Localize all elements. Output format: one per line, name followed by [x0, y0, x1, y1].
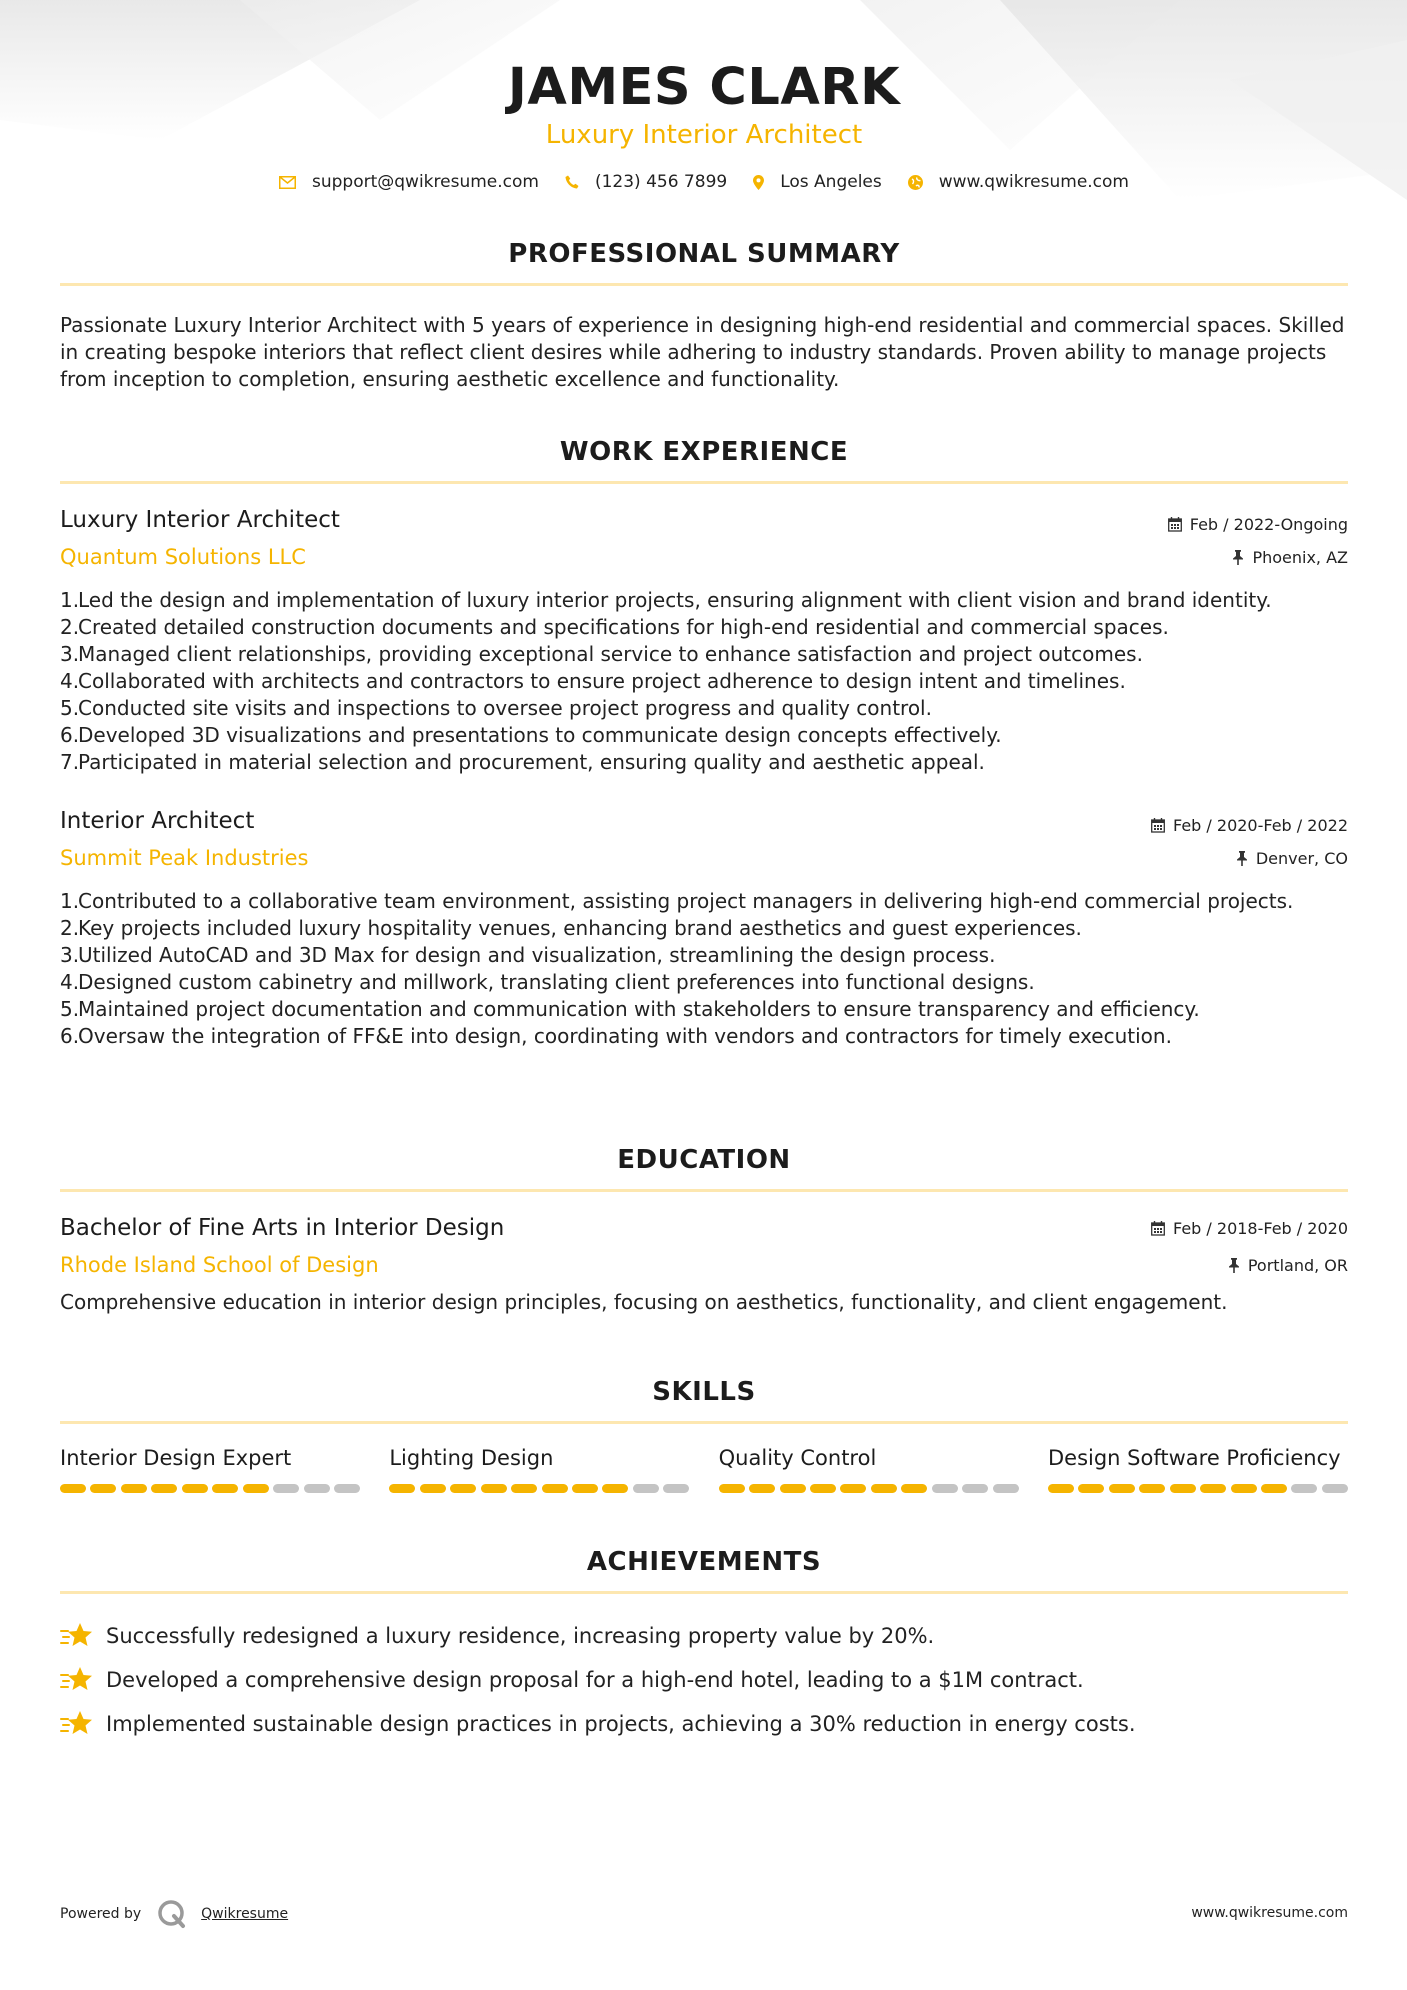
- education-location: [1228, 1256, 1348, 1275]
- skill-segment-filled: [810, 1484, 836, 1493]
- skill-segment-filled: [1139, 1484, 1165, 1493]
- skill-segment-filled: [60, 1484, 86, 1493]
- skill-level-bar: [60, 1484, 360, 1493]
- job-bullets: [60, 587, 1348, 776]
- contact-phone[interactable]: [565, 172, 727, 192]
- list-item: 2. Created detailed construction documents and specifications for high-end residential and commercial spaces.: [60, 615, 1169, 639]
- globe-icon: [908, 175, 923, 190]
- footer-powered-by: [60, 1899, 288, 1929]
- pushpin-icon: [1228, 1258, 1240, 1273]
- job-dates: [1151, 816, 1348, 835]
- skill-segment-filled: [243, 1484, 269, 1493]
- skill-segment-filled: [719, 1484, 745, 1493]
- skill-segment-filled: [840, 1484, 866, 1493]
- skill-segment-filled: [420, 1484, 446, 1493]
- education-description: Comprehensive education in interior design principles, focusing on aesthetics, functionality, and client engagement.: [60, 1290, 1228, 1314]
- achievement-text: Developed a comprehensive design proposal for a high-end hotel, leading to a $1M contract.: [106, 1668, 1084, 1692]
- list-item: 4. Collaborated with architects and contractors to ensure project adherence to design intent and timelines.: [60, 669, 1126, 693]
- school-name: Rhode Island School of Design: [60, 1253, 379, 1277]
- calendar-icon: [1151, 818, 1165, 833]
- list-item: 3. Managed client relationships, providing exceptional service to enhance satisfaction and project outcomes.: [60, 642, 1143, 666]
- skill-segment-empty: [932, 1484, 958, 1493]
- skill-segment-empty: [633, 1484, 659, 1493]
- candidate-title: Luxury Interior Architect: [545, 120, 863, 150]
- star-icon: [60, 1665, 94, 1695]
- education-heading: EDUCATION: [617, 1145, 791, 1175]
- skill-name: Interior Design Expert: [60, 1446, 292, 1470]
- achievement-item: [60, 1614, 1348, 1658]
- skill-segment-empty: [663, 1484, 689, 1493]
- skill-segment-filled: [450, 1484, 476, 1493]
- contact-bar: [60, 172, 1348, 192]
- pushpin-icon: [1232, 550, 1244, 565]
- skill-segment-empty: [993, 1484, 1019, 1493]
- job-location: [1236, 849, 1348, 868]
- achievement-item: [60, 1658, 1348, 1702]
- envelope-icon: [279, 176, 296, 189]
- list-item: 6. Developed 3D visualizations and presentations to communicate design concepts effectively.: [60, 723, 1002, 747]
- list-item: 1. Contributed to a collaborative team environment, assisting project managers in delivering high-end commercial projects.: [60, 889, 1294, 913]
- achievement-item: [60, 1702, 1348, 1746]
- job-dates-text: Feb / 2020-Feb / 2022: [1173, 816, 1348, 835]
- achievements-divider: [60, 1591, 1348, 1594]
- education-location-text: Portland, OR: [1247, 1256, 1348, 1275]
- list-item: 5. Maintained project documentation and communication with stakeholders to ensure transparency and efficiency.: [60, 997, 1200, 1021]
- qwikresume-link[interactable]: Qwikresume: [201, 1906, 289, 1922]
- skill-segment-filled: [602, 1484, 628, 1493]
- summary-heading: PROFESSIONAL SUMMARY: [508, 239, 900, 269]
- skill-segment-filled: [389, 1484, 415, 1493]
- skill-item: [389, 1446, 689, 1493]
- skills-list: [60, 1446, 1348, 1493]
- contact-location-text: Los Angeles: [780, 172, 882, 192]
- skill-segment-filled: [1078, 1484, 1104, 1493]
- skill-segment-empty: [962, 1484, 988, 1493]
- skill-segment-filled: [511, 1484, 537, 1493]
- education-divider: [60, 1189, 1348, 1192]
- skill-segment-filled: [151, 1484, 177, 1493]
- skill-segment-filled: [1170, 1484, 1196, 1493]
- skill-segment-filled: [212, 1484, 238, 1493]
- contact-location: [753, 172, 882, 192]
- skill-segment-filled: [1261, 1484, 1287, 1493]
- skill-segment-filled: [481, 1484, 507, 1493]
- achievements-heading: ACHIEVEMENTS: [586, 1547, 822, 1577]
- list-item: 4. Designed custom cabinetry and millwork, translating client preferences into functional designs.: [60, 970, 1035, 994]
- contact-website-text: www.qwikresume.com: [938, 172, 1129, 192]
- phone-icon: [565, 175, 579, 189]
- skills-divider: [60, 1421, 1348, 1424]
- education-dates-text: Feb / 2018-Feb / 2020: [1173, 1219, 1348, 1238]
- skill-segment-empty: [334, 1484, 360, 1493]
- job-location-text: Phoenix, AZ: [1252, 548, 1348, 567]
- list-item: 6. Oversaw the integration of FF&E into design, coordinating with vendors and contractors for timely execution.: [60, 1024, 1172, 1048]
- skill-item: [1048, 1446, 1348, 1493]
- job-dates: [1168, 515, 1348, 534]
- skill-name: Lighting Design: [389, 1446, 554, 1470]
- summary-text: Passionate Luxury Interior Architect with 5 years of experience in designing high-end residential and commercial spaces. Skilled in creating bespoke interiors that reflect client desires while adhering to industry standards. Proven ability to manage projects from inception to completion, ensuring aesthetic excellence and functionality.: [60, 313, 1345, 391]
- skill-segment-empty: [1322, 1484, 1348, 1493]
- skill-name: Design Software Proficiency: [1047, 1446, 1341, 1470]
- star-icon: [60, 1709, 94, 1739]
- skill-segment-filled: [1048, 1484, 1074, 1493]
- skill-segment-empty: [304, 1484, 330, 1493]
- degree-title: Bachelor of Fine Arts in Interior Design: [60, 1215, 505, 1241]
- map-pin-icon: [753, 175, 764, 190]
- contact-email[interactable]: [279, 172, 539, 192]
- contact-website[interactable]: [908, 172, 1129, 192]
- skill-segment-filled: [90, 1484, 116, 1493]
- list-item: 3. Utilized AutoCAD and 3D Max for design and visualization, streamlining the design process.: [60, 943, 996, 967]
- skill-level-bar: [719, 1484, 1019, 1493]
- contact-email-text: support@qwikresume.com: [312, 172, 539, 192]
- skill-level-bar: [389, 1484, 689, 1493]
- list-item: 1. Led the design and implementation of luxury interior projects, ensuring alignment with client vision and brand identity.: [60, 588, 1272, 612]
- list-item: 2. Key projects included luxury hospitality venues, enhancing brand aesthetics and guest experiences.: [60, 916, 1082, 940]
- skill-item: [719, 1446, 1019, 1493]
- resume-page: [60, 0, 1348, 1990]
- powered-by-label: Powered by: [60, 1906, 142, 1922]
- summary-divider: [60, 283, 1348, 286]
- experience-divider: [60, 481, 1348, 484]
- footer-website[interactable]: www.qwikresume.com: [1191, 1905, 1348, 1921]
- experience-heading: WORK EXPERIENCE: [559, 437, 849, 467]
- job-company: Quantum Solutions LLC: [60, 545, 306, 569]
- skill-segment-filled: [572, 1484, 598, 1493]
- job-title: Interior Architect: [60, 808, 255, 834]
- achievements-list: [60, 1614, 1348, 1746]
- calendar-icon: [1168, 517, 1182, 532]
- skill-segment-filled: [871, 1484, 897, 1493]
- skill-segment-filled: [1231, 1484, 1257, 1493]
- skill-segment-filled: [542, 1484, 568, 1493]
- list-item: 7. Participated in material selection and procurement, ensuring quality and aesthetic appeal.: [60, 750, 985, 774]
- education-dates: [1151, 1219, 1348, 1238]
- job-location-text: Denver, CO: [1255, 849, 1348, 868]
- skill-segment-empty: [1291, 1484, 1317, 1493]
- contact-phone-text: (123) 456 7899: [594, 172, 728, 192]
- job-bullets: [60, 888, 1348, 1050]
- calendar-icon: [1151, 1221, 1165, 1236]
- skill-segment-filled: [901, 1484, 927, 1493]
- candidate-name: JAMES CLARK: [507, 58, 901, 117]
- skills-heading: SKILLS: [652, 1377, 756, 1407]
- skill-segment-filled: [749, 1484, 775, 1493]
- achievement-text: Successfully redesigned a luxury residence, increasing property value by 20%.: [106, 1624, 935, 1648]
- skill-segment-filled: [780, 1484, 806, 1493]
- skill-level-bar: [1048, 1484, 1348, 1493]
- job-location: [1232, 548, 1348, 567]
- skill-segment-filled: [1200, 1484, 1226, 1493]
- job-dates-text: Feb / 2022-Ongoing: [1189, 515, 1348, 534]
- list-item: 5. Conducted site visits and inspections to oversee project progress and quality control.: [60, 696, 932, 720]
- job-title: Luxury Interior Architect: [60, 507, 340, 533]
- skill-segment-empty: [273, 1484, 299, 1493]
- job-company: Summit Peak Industries: [60, 846, 309, 870]
- pushpin-icon: [1236, 851, 1248, 866]
- skill-name: Quality Control: [718, 1446, 877, 1470]
- achievement-text: Implemented sustainable design practices in projects, achieving a 30% reduction in energy costs.: [106, 1712, 1136, 1736]
- skill-segment-filled: [182, 1484, 208, 1493]
- skill-segment-filled: [121, 1484, 147, 1493]
- qwikresume-logo-icon: [157, 1899, 187, 1929]
- star-icon: [60, 1621, 94, 1651]
- skill-item: [60, 1446, 360, 1493]
- skill-segment-filled: [1109, 1484, 1135, 1493]
